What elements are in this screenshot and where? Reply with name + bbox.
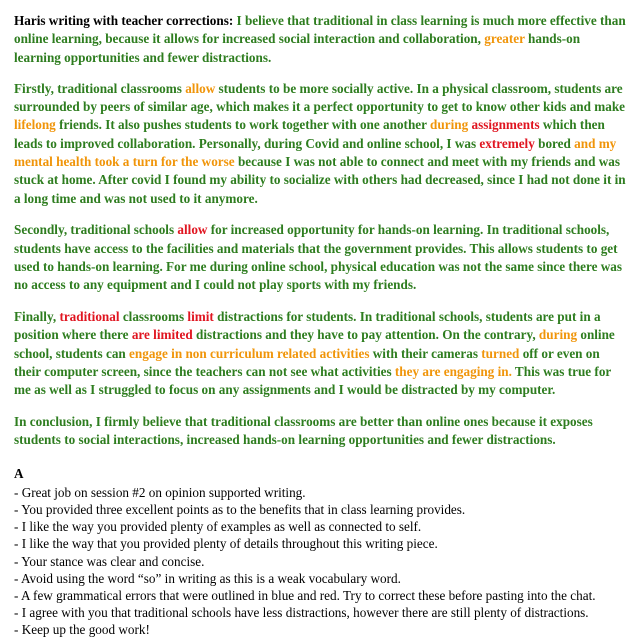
essay-text-red: traditional: [59, 309, 120, 325]
essay-text-green: bored: [534, 135, 575, 151]
essay-text-orange: they are engaging in.: [394, 364, 512, 380]
essay-text-orange: lifelong: [14, 117, 56, 133]
essay-text-green: off or even on their computer screen, since the teachers can not see what activities: [14, 345, 600, 380]
essay-paragraph-secondly: [14, 221, 628, 294]
feedback-comment: - I like the way that you provided plenty of details throughout this writing piece.: [14, 536, 438, 552]
essay-body: [14, 12, 628, 450]
essay-text-green: for increased opportunity for hands-on learning. In traditional schools, students have access to the facilities and materials that the government provides. This allows students to get used to hands-on learning. For me during online school, physical education was not the same since there was no access to any equipment and I could not play sports with my friends.: [14, 222, 623, 293]
feedback-comment: - You provided three excellent points as to the benefits that in class learning provides.: [14, 501, 466, 517]
essay-text-green: I believe that traditional in class learning is much more effective than online learning, because it allows for increased social interaction and collaboration,: [14, 13, 626, 47]
essay-paragraph-finally: [14, 308, 628, 399]
essay-text-red: extremely: [479, 135, 535, 151]
essay-text-green: This was true for me as well as I struggled to focus on any assignments and I would be distracted by my computer.: [14, 364, 612, 398]
essay-text-green: students to be more socially active. In a physical classroom, students are surrounded by peers of similar age, which makes it a perfect opportunity to get to know other kids and make: [14, 80, 626, 115]
essay-text-black: Haris writing with teacher corrections:: [14, 13, 237, 28]
feedback-comment: - Avoid using the word “so” in writing as this is a weak vocabulary word.: [14, 570, 401, 586]
essay-text-green: online school, students can: [14, 327, 615, 361]
feedback-comment: - A few grammatical errors that were outlined in blue and red. Try to correct these before pasting into the chat.: [14, 587, 596, 603]
feedback-comment: - Keep up the good work!: [14, 622, 150, 638]
grade-label: A: [14, 465, 24, 481]
essay-text-green: Secondly, traditional schools: [14, 222, 178, 238]
essay-text-green: In conclusion, I firmly believe that traditional classrooms are better than online ones because it exposes students to social interactions, increased hands-on learning opportunities and fewer distractions.: [14, 414, 593, 448]
feedback-comment: - I agree with you that traditional schools have less distractions, however there are still plenty of distractions.: [14, 605, 589, 621]
essay-text-orange: and my mental health took a turn for the worse: [14, 135, 617, 170]
essay-text-orange: turned: [481, 345, 520, 361]
essay-text-orange: during: [538, 327, 578, 343]
essay-text-orange: greater: [484, 31, 525, 47]
feedback-comment: - I like the way you provided plenty of examples as well as connected to self.: [14, 519, 422, 535]
essay-paragraph-intro: [14, 12, 628, 67]
essay-text-green: hands-on learning opportunities and fewer distractions.: [14, 31, 581, 65]
feedback-comments: [14, 484, 628, 639]
essay-paragraph-conclusion: [14, 413, 628, 450]
essay-text-green: with their cameras: [369, 345, 482, 361]
essay-text-green: Firstly, traditional classrooms: [14, 80, 186, 96]
essay-text-orange: during: [430, 117, 469, 133]
essay-text-red: are limited: [131, 327, 193, 343]
essay-text-green: which then leads to improved collaboration. Personally, during Covid and online school, I was: [14, 117, 605, 151]
essay-text-green: Finally,: [14, 309, 60, 325]
essay-text-green: distractions for students. In traditional schools, students are put in a position where there: [14, 309, 601, 343]
essay-paragraph-firstly: [14, 80, 628, 208]
essay-text-green: classrooms: [119, 309, 188, 325]
essay-text-orange: allow: [185, 80, 216, 96]
essay-text-red: limit: [187, 309, 214, 325]
feedback-comment: - Great job on session #2 on opinion supported writing.: [14, 484, 306, 500]
essay-text-green: distractions and they have to pay attention. On the contrary,: [192, 327, 539, 343]
feedback-comment: - Your stance was clear and concise.: [14, 553, 205, 569]
essay-text-red: allow: [177, 222, 208, 238]
essay-text-red: assignments: [471, 117, 540, 133]
essay-text-green: because I was not able to connect and meet with my friends and was stuck at home. After covid I found my ability to socialize with others had decreased, since I had not done it in a long time and was not used to it anymore.: [14, 154, 626, 206]
essay-text-orange: engage in non curriculum related activities: [129, 345, 370, 361]
essay-text-green: friends. It also pushes students to work together with one another: [55, 117, 431, 133]
